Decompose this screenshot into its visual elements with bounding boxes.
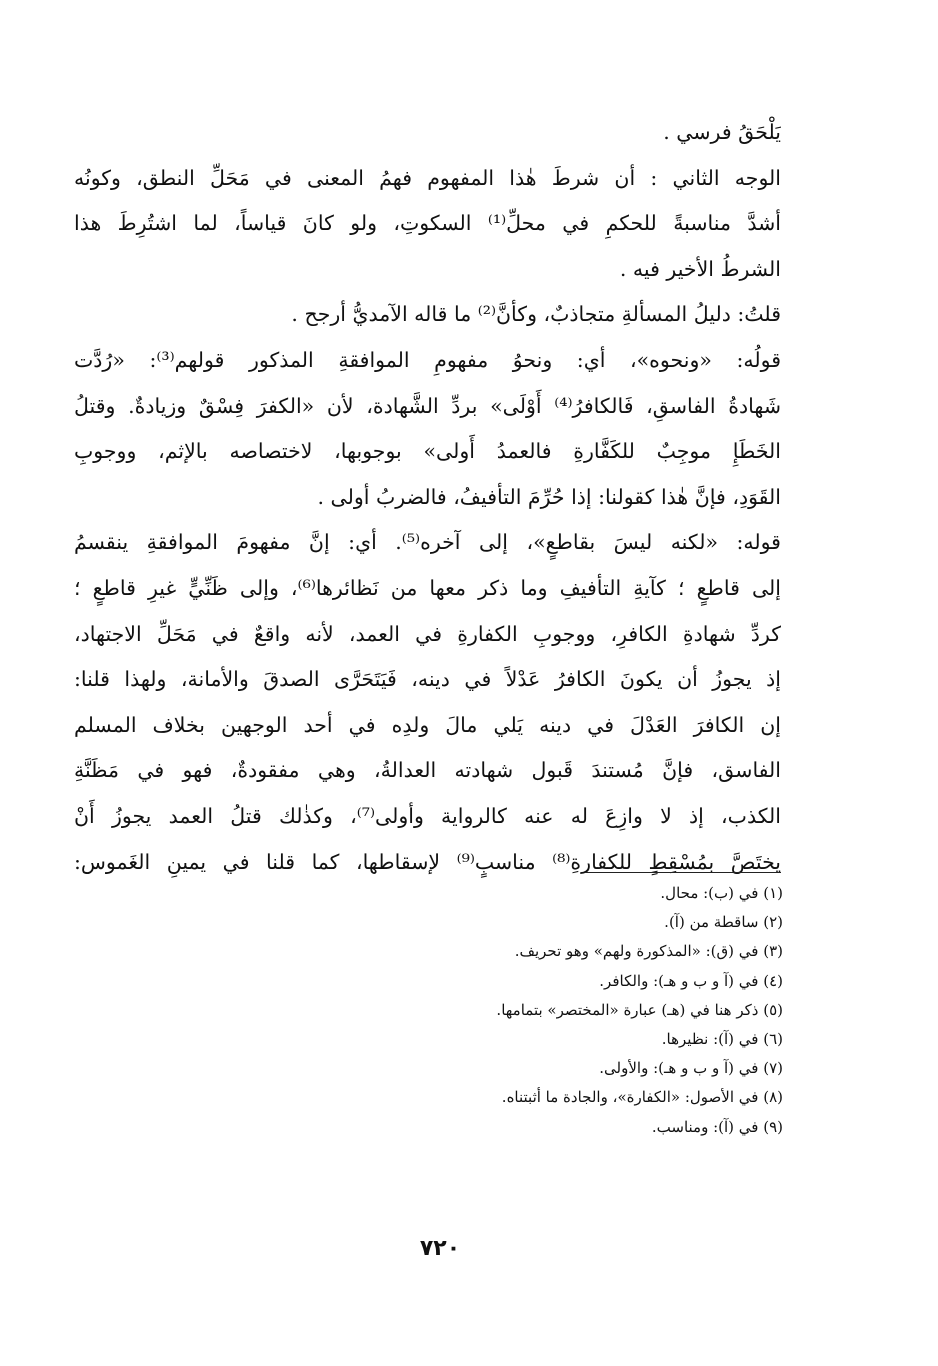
- text-line: شَهادةُ الفاسقِ، فَالكافرُ⁽⁴⁾ أَوْلَى» بردِّ الشَّهادة، لأن «الكفرَ فِسْقٌ وزيادةٌ. وقتلُ: [74, 393, 781, 418]
- text-line: كردِّ شهادةِ الكافرِ، ووجوبِ الكفارةِ في العمد، لأنه واقعٌ في مَحَلِّ الاجتهاد،: [74, 621, 781, 646]
- text-line: الخَطَإِ موجِبٌ للكَفَّارةِ فالعمدُ أَولى» بوجوبها، لاختصاصه بالإثم، ووجوبِ: [74, 439, 781, 464]
- text-line: الوجه الثاني : أن شرطَ هٰذا المفهوم فهمُ المعنى في مَحَلِّ النطق، وكونُه: [74, 165, 781, 190]
- text-line: قولُه: «ونحوه»، أي: ونحوُ مفهومِ الموافقةِ المذكور قولهم⁽³⁾: «رُدَّت: [74, 347, 781, 372]
- footnote-item: (١) في (ب): محال.: [660, 884, 783, 902]
- footnote-item: (٣) في (ق): «المذكورة ولهم» وهو تحريف.: [514, 942, 783, 961]
- footnote-item: (٥) ذكر هنا في (هـ) عبارة «المختصر» بتمامها.: [496, 1000, 783, 1019]
- text-line: إلى قاطعٍ ؛ كآيةِ التأفيفِ وما ذكر معها من نَظائرها⁽⁶⁾، وإلى ظَنِّيٍّ غيرِ قاطعٍ ؛: [74, 575, 781, 600]
- text-line: أشدَّ مناسبةً للحكمِ في محلِّ⁽¹⁾ السكوتِ، ولو كانَ قياساً، لما اشتُرِطَ هذا: [74, 211, 781, 236]
- text-line: يختَصَّ بمُسْقِطٍ للكفارةِ⁽⁸⁾ مناسبٍ⁽⁹⁾ لإسقاطها، كما قلنا في يمينِ الغَموس:: [74, 849, 781, 874]
- text-line: الشرطُ الأخير فيه .: [619, 256, 781, 281]
- text-line: الفاسق، فإنَّ مُستندَ قَبول شهادته العدالةُ، وهي مفقودةٌ، فهو في مَظَنَّةِ: [74, 758, 781, 783]
- text-line: قلتُ: دليلُ المسألةِ متجاذبٌ، وكأنَّ⁽²⁾ ما قاله الآمديُّ أرجح .: [291, 302, 781, 327]
- footnote-item: (٨) في الأصول: «الكفارة»، والجادة ما أثبتناه.: [501, 1088, 783, 1107]
- footnote-item: (٧) في (آ و ب و هـ): والأولى.: [599, 1059, 783, 1078]
- footnote-item: (٦) في (آ): نظيرها.: [661, 1029, 783, 1048]
- footnote-item: (٤) في (آ و ب و هـ): والكافر.: [599, 971, 783, 990]
- footnote-item: (٢) ساقطة من (آ).: [664, 913, 783, 932]
- text-line: يَلْحَقُ فرسي .: [663, 120, 781, 144]
- main-text: [74, 110, 781, 885]
- text-line: القَوَدِ، فإنَّ هٰذا كقولنا: إذا حُرِّمَ التأفيفُ، فالضربُ أولى .: [317, 484, 781, 509]
- footnote-separator: [585, 872, 781, 873]
- text-line: إن الكافرَ العَدْلَ في دينه يَلي مالَ ولدِه في أحد الوجهين بخلاف المسلم: [74, 712, 781, 737]
- text-line: قوله: «لكنه ليسَ بقاطعٍ»، إلى آخره⁽⁵⁾. أي: إنَّ مفهومَ الموافقةِ ينقسمُ: [74, 530, 781, 555]
- text-line: الكذب، إذ لا وازِعَ له عنه كالرواية وأولى⁽⁷⁾، وكذٰلك قتلُ العمد يجوزُ أَنْ: [74, 803, 781, 828]
- footnotes: [300, 879, 783, 1142]
- footnote-item: (٩) في (آ): ومناسب.: [651, 1117, 783, 1136]
- page-number: ٧٢٠: [419, 1236, 461, 1261]
- text-line: إذ يجوزُ أن يكونَ الكافرُ عَدْلاً في دينه، فَيَتَحَرَّى الصدقَ والأمانة، ولهذا قلنا:: [74, 667, 781, 692]
